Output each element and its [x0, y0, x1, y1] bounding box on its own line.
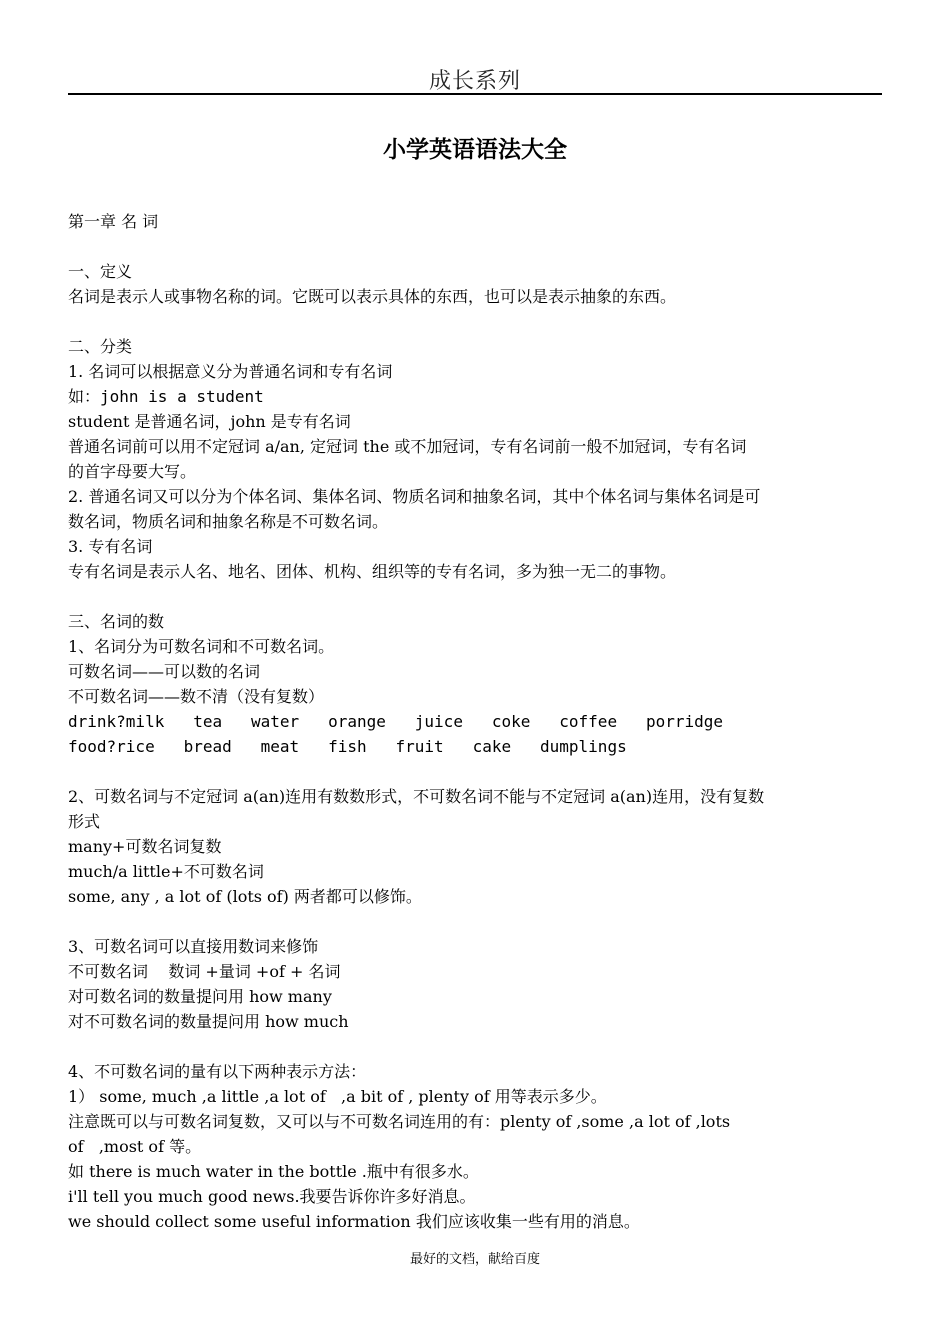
header-series-title: 成长系列: [428, 69, 521, 94]
section-heading-noun-number: 三、名词的数: [68, 612, 165, 631]
paragraph: of ,most of 等。: [68, 1137, 202, 1156]
paragraph: 1） some, much ,a little ,a lot of ,a bit of , plenty of 用等表示多少。: [68, 1087, 607, 1106]
paragraph: 对可数名词的数量提问用 how many: [68, 987, 332, 1006]
paragraph: 形式: [68, 812, 101, 831]
section-heading-definition: 一、定义: [68, 262, 133, 281]
paragraph: 2. 普通名词又可以分为个体名词、集体名词、物质名词和抽象名词，其中个体名词与集体名词是可: [68, 487, 761, 506]
paragraph: 普通名词前可以用不定冠词 a/an, 定冠词 the 或不加冠词，专有名词前一般不加冠词，专有名词: [68, 437, 747, 456]
paragraph: much/a little+不可数名词: [68, 862, 264, 881]
paragraph: 如 there is much water in the bottle .瓶中有很多水。: [68, 1162, 479, 1181]
paragraph: 不可数名词——数不清（没有复数）: [68, 687, 325, 706]
paragraph: 不可数名词 数词 +量词 +of + 名词: [68, 962, 341, 981]
paragraph: 对不可数名词的数量提问用 how much: [68, 1012, 349, 1031]
paragraph: 1、名词分为可数名词和不可数名词。: [68, 637, 335, 656]
paragraph: 的首字母要大写。: [68, 462, 197, 481]
paragraph: 4、不可数名词的量有以下两种表示方法：: [68, 1062, 367, 1081]
chapter-heading: 第一章 名 词: [68, 212, 159, 231]
paragraph: 可数名词——可以数的名词: [68, 662, 261, 681]
page-footer: 最好的文档，献给百度: [409, 1252, 540, 1267]
paragraph: 1. 名词可以根据意义分为普通名词和专有名词: [68, 362, 393, 381]
paragraph: 2、可数名词与不定冠词 a(an)连用有数数形式，不可数名词不能与不定冠词 a(an)连用，没有复数: [68, 787, 765, 806]
word-list-drinks: drink?milk tea water orange juice coke coffee porridge: [68, 712, 724, 731]
paragraph: some, any , a lot of (lots of) 两者都可以修饰。: [68, 887, 422, 906]
paragraph: 3、可数名词可以直接用数词来修饰: [68, 937, 319, 956]
paragraph: many+可数名词复数: [68, 837, 222, 856]
word-list-food: food?rice bread meat fish fruit cake dumplings: [68, 737, 627, 756]
paragraph: student 是普通名词，john 是专有名词: [68, 412, 351, 431]
paragraph: 如：john is a student: [68, 387, 264, 406]
paragraph: 3. 专有名词: [68, 537, 153, 556]
paragraph: 数名词，物质名词和抽象名称是不可数名词。: [68, 512, 389, 531]
header-divider: [68, 93, 882, 95]
paragraph: 专有名词是表示人名、地名、团体、机构、组织等的专有名词，多为独一无二的事物。: [68, 562, 677, 581]
document-title: 小学英语语法大全: [383, 137, 567, 163]
section-heading-classification: 二、分类: [68, 337, 133, 356]
paragraph: we should collect some useful information 我们应该收集一些有用的消息。: [68, 1212, 640, 1231]
paragraph: 名词是表示人或事物名称的词。它既可以表示具体的东西，也可以是表示抽象的东西。: [68, 287, 677, 306]
paragraph: 注意既可以与可数名词复数，又可以与不可数名词连用的有：plenty of ,some ,a lot of ,lots: [68, 1112, 731, 1131]
paragraph: i'll tell you much good news.我要告诉你许多好消息。: [68, 1187, 476, 1206]
